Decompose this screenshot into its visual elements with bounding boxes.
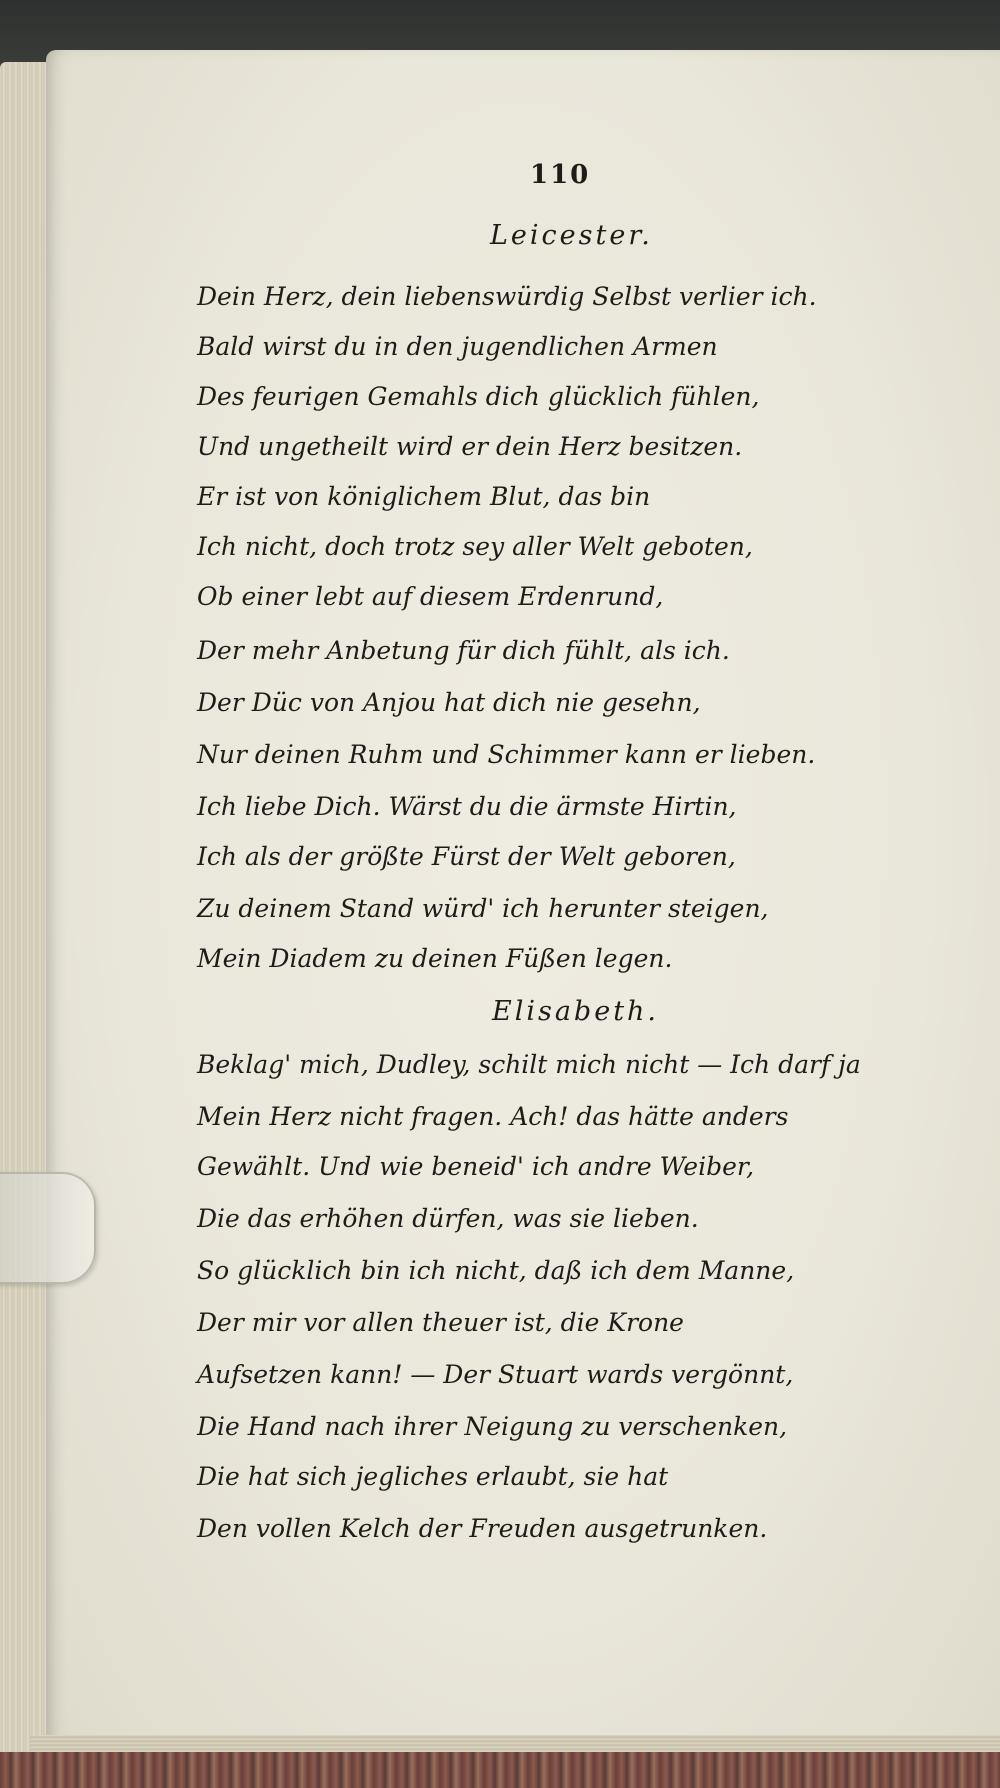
verse-line: Den vollen Kelch der Freuden ausgetrunken. <box>197 1514 768 1543</box>
verse-line: Der Düc von Anjou hat dich nie gesehn, <box>197 688 701 717</box>
verse-line: Mein Diadem zu deinen Füßen legen. <box>197 944 673 973</box>
page-clip-icon <box>0 1172 96 1284</box>
verse-line: Die Hand nach ihrer Neigung zu verschenken, <box>197 1412 788 1441</box>
verse-line: Die hat sich jegliches erlaubt, sie hat <box>197 1462 669 1491</box>
verse-line: Ich nicht, doch trotz sey aller Welt geboten, <box>197 532 753 561</box>
verse-line: Der mir vor allen theuer ist, die Krone <box>197 1308 684 1337</box>
verse-line: Ich als der größte Fürst der Welt geboren, <box>197 842 736 871</box>
page-number: 110 <box>530 160 591 190</box>
verse-line: Und ungetheilt wird er dein Herz besitzen. <box>197 432 743 461</box>
speaker-name: Leicester. <box>490 220 653 251</box>
verse-line: Des feurigen Gemahls dich glücklich fühlen, <box>197 382 760 411</box>
verse-line: Beklag' mich, Dudley, schilt mich nicht — Ich darf ja <box>197 1050 861 1079</box>
speaker-name: Elisabeth. <box>492 996 660 1027</box>
verse-line: Dein Herz, dein liebenswürdig Selbst verlier ich. <box>197 282 817 311</box>
verse-line: Nur deinen Ruhm und Schimmer kann er lieben. <box>197 740 816 769</box>
verse-line: So glücklich bin ich nicht, daß ich dem Manne, <box>197 1256 795 1285</box>
verse-line: Er ist von königlichem Blut, das bin <box>197 482 651 511</box>
verse-line: Ich liebe Dich. Wärst du die ärmste Hirtin, <box>197 792 737 821</box>
verse-line: Die das erhöhen dürfen, was sie lieben. <box>197 1204 699 1233</box>
book-cover-edge <box>0 1752 1000 1788</box>
verse-line: Der mehr Anbetung für dich fühlt, als ich. <box>197 636 730 665</box>
verse-line: Aufsetzen kann! — Der Stuart wards vergönnt, <box>197 1360 794 1389</box>
verse-line: Zu deinem Stand würd' ich herunter steigen, <box>197 894 769 923</box>
verse-line: Gewählt. Und wie beneid' ich andre Weiber, <box>197 1152 755 1181</box>
verse-line: Bald wirst du in den jugendlichen Armen <box>197 332 718 361</box>
verse-line: Mein Herz nicht fragen. Ach! das hätte anders <box>197 1102 789 1131</box>
verse-line: Ob einer lebt auf diesem Erdenrund, <box>197 582 664 611</box>
